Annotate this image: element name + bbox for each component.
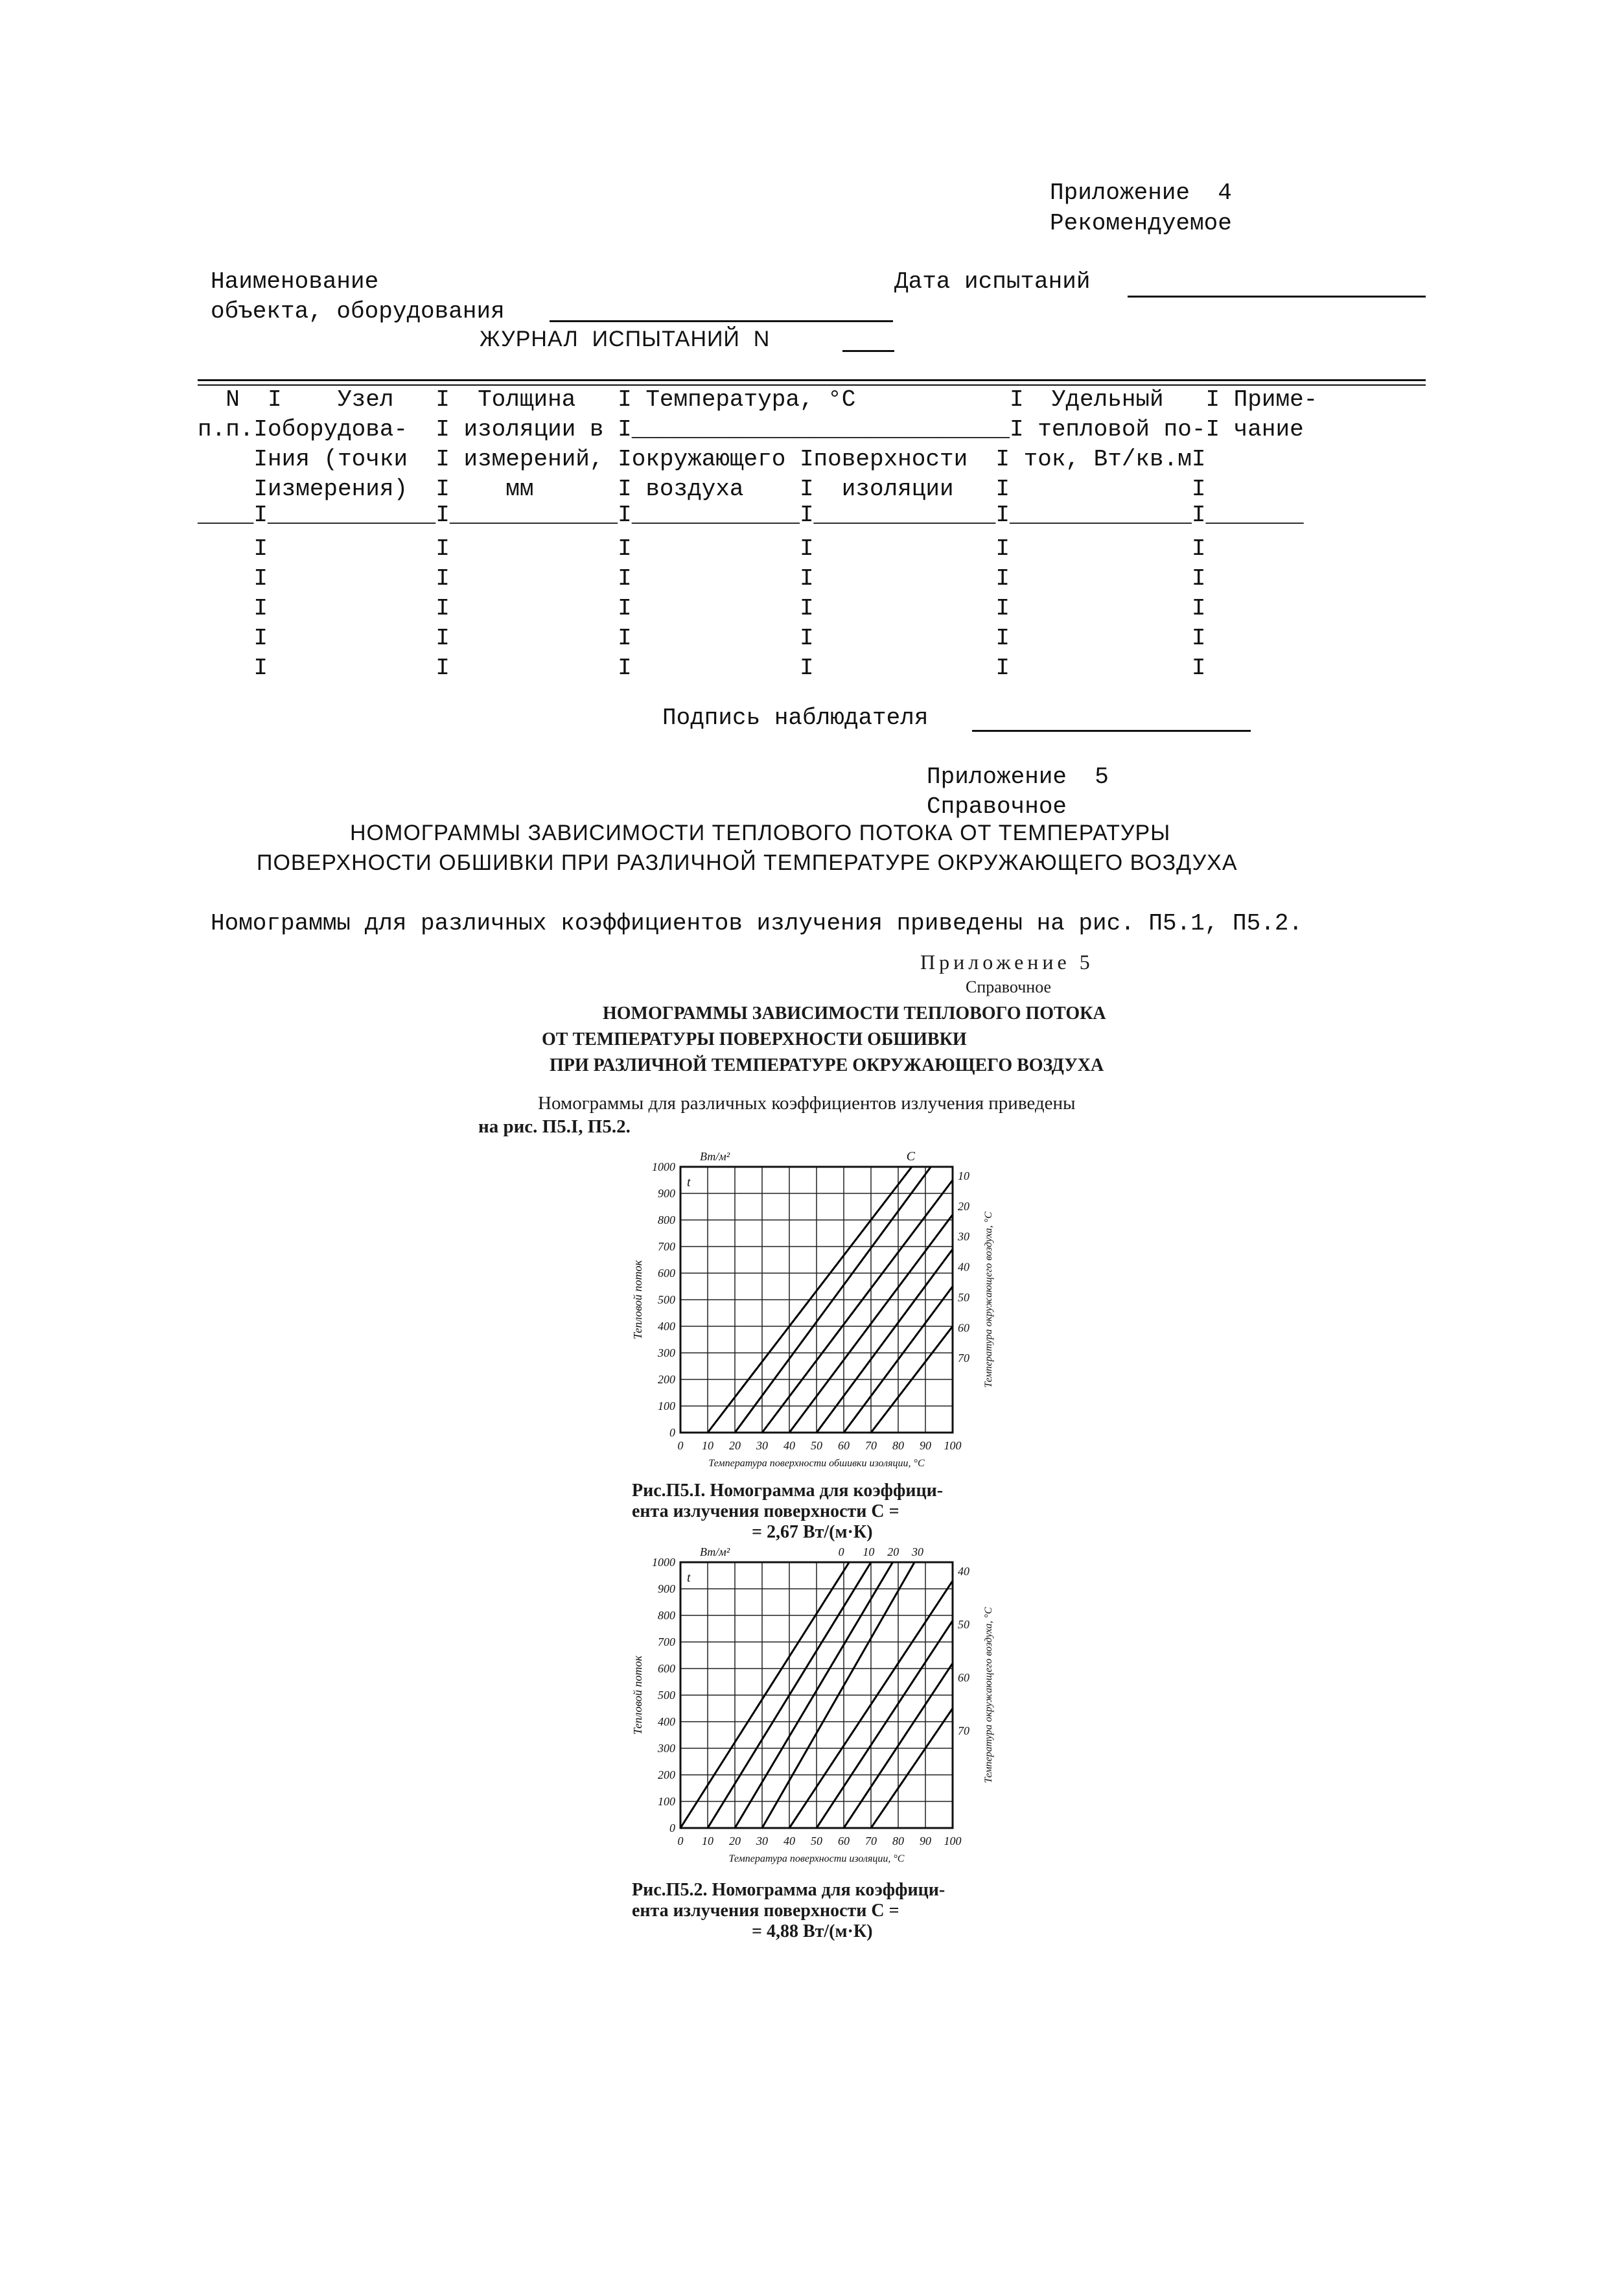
y-unit-label: Вт/м² (700, 1545, 730, 1558)
y-tick-label: 0 (669, 1822, 675, 1834)
x-tick-label: 60 (838, 1439, 850, 1452)
table-header-row-3: Iния (точки I измерений, Iокружающего Iповерхности I ток, Вт/кв.мI (198, 446, 1206, 473)
x-tick-label: 80 (892, 1439, 904, 1452)
journal-title: ЖУРНАЛ ИСПЫТАНИЙ N (480, 327, 771, 351)
series-line (817, 1621, 953, 1828)
right-series-label: 10 (958, 1169, 969, 1182)
x-tick-label: 30 (756, 1439, 768, 1452)
x-tick-label: 20 (729, 1834, 741, 1847)
chart1-caption-line3: = 2,67 Вт/(м·К) (752, 1522, 873, 1542)
y-axis-label: Тепловой поток (631, 1656, 644, 1735)
table-row: I I I I I I (198, 595, 1206, 622)
x-tick-label: 100 (944, 1834, 962, 1847)
right-series-label: 50 (958, 1618, 969, 1631)
y-tick-label: 400 (658, 1715, 675, 1728)
right-series-label: 70 (958, 1352, 969, 1365)
y-tick-label: 900 (658, 1187, 675, 1200)
scan-intro-line1: Номограммы для различных коэффициентов излучения приведены (538, 1093, 1076, 1114)
y-tick-label: 900 (658, 1582, 675, 1595)
x-tick-label: 0 (677, 1834, 684, 1847)
x-tick-label: 70 (865, 1834, 877, 1847)
y2-axis-label: Температура окружающего воздуха, °С (983, 1212, 994, 1388)
table-row: I I I I I I (198, 565, 1206, 592)
chart2-caption-line3: = 4,88 Вт/(м·К) (752, 1921, 873, 1941)
table-row: I I I I I I (198, 625, 1206, 651)
x-tick-label: 40 (783, 1834, 795, 1847)
right-series-label: 70 (958, 1724, 969, 1737)
object-label-line1: Наименование (211, 268, 379, 295)
journal-number-field (842, 350, 894, 352)
y-tick-label: 700 (658, 1240, 675, 1253)
y-tick-label: 200 (658, 1768, 675, 1781)
chart2-caption-line2: ента излучения поверхности C = (632, 1901, 899, 1921)
x-tick-label: 50 (811, 1834, 822, 1847)
date-label: Дата испытаний (894, 268, 1091, 295)
signature-field (972, 730, 1251, 732)
y2-axis-label: Температура окружающего воздуха, °С (983, 1607, 994, 1783)
y-tick-label: 500 (658, 1689, 675, 1702)
date-field (1128, 296, 1426, 298)
x-tick-label: 60 (838, 1834, 850, 1847)
top-series-label: C (906, 1149, 915, 1164)
chart2-caption-line1: Рис.П5.2. Номограмма для коэффици- (632, 1880, 945, 1900)
scan-intro-line2: на рис. П5.I, П5.2. (478, 1116, 631, 1137)
x-tick-label: 70 (865, 1439, 877, 1452)
y-tick-label: 400 (658, 1320, 675, 1333)
table-top-rule (198, 379, 1426, 381)
appendix4-label: Приложение 4 (1050, 180, 1232, 206)
object-name-field (550, 320, 893, 322)
nomogram-chart-1 (622, 1141, 1037, 1478)
x-tick-label: 0 (677, 1439, 684, 1452)
appendix4-status: Рекомендуемое (1050, 210, 1232, 237)
scan-title-line3: ПРИ РАЗЛИЧНОЙ ТЕМПЕРАТУРЕ ОКРУЖАЮЩЕГО ВОЗДУХА (550, 1055, 1104, 1075)
chart1-caption-line1: Рис.П5.I. Номограмма для коэффици- (632, 1481, 944, 1501)
x-tick-label: 40 (783, 1439, 795, 1452)
y-tick-label: 700 (658, 1635, 675, 1648)
y-tick-label: 500 (658, 1293, 675, 1306)
x-tick-label: 100 (944, 1439, 962, 1452)
x-tick-label: 30 (756, 1834, 768, 1847)
right-series-label: 40 (958, 1565, 969, 1578)
y-tick-label: 600 (658, 1662, 675, 1675)
right-series-label: 60 (958, 1671, 969, 1684)
x-tick-label: 50 (811, 1439, 822, 1452)
series-line (762, 1180, 953, 1433)
nomogram-chart-2 (622, 1536, 1037, 1873)
y-tick-label: 600 (658, 1267, 675, 1280)
x-axis-label: Температура поверхности обшивки изоляции, °С (708, 1458, 925, 1469)
y-unit-label: Вт/м² (700, 1150, 730, 1163)
x-tick-label: 90 (920, 1439, 931, 1452)
y-tick-label: 800 (658, 1609, 675, 1622)
scan-appendix-status: Справочное (966, 978, 1052, 996)
series-line (817, 1249, 953, 1433)
y-tick-label: 1000 (652, 1556, 675, 1569)
y-tick-label: 0 (669, 1426, 675, 1439)
y-tick-label: 300 (658, 1742, 675, 1755)
y-tick-label: 100 (658, 1400, 675, 1412)
table-header-row-2: п.п.Iоборудова- I изоляции в I___________________________I тепловой по-I чание (198, 416, 1304, 443)
x-tick-label: 90 (920, 1834, 931, 1847)
appendix5-label: Приложение 5 (927, 764, 1109, 790)
corner-label: t (687, 1175, 691, 1189)
table-row: I I I I I I (198, 535, 1206, 562)
scan-title-line2: ОТ ТЕМПЕРАТУРЫ ПОВЕРХНОСТИ ОБШИВКИ (542, 1029, 967, 1049)
object-label-line2: объекта, оборудования (211, 298, 505, 325)
right-series-label: 60 (958, 1321, 969, 1335)
x-axis-label: Температура поверхности изоляции, °С (728, 1853, 905, 1864)
x-tick-label: 20 (729, 1439, 741, 1452)
scan-appendix-label: Приложение 5 (920, 950, 1094, 974)
table-header-row-4: Iизмерения) I мм I воздуха I изоляции I I (198, 476, 1206, 502)
table-header-row-1: N I Узел I Толщина I Температура, °C I Удельный I Приме- (198, 386, 1318, 413)
corner-label: t (687, 1571, 691, 1585)
x-tick-label: 10 (702, 1439, 713, 1452)
top-series-label: 0 (838, 1545, 844, 1558)
top-series-label: 20 (887, 1545, 899, 1558)
appendix5-intro: Номограммы для различных коэффициентов излучения приведены на рис. П5.1, П5.2. (211, 910, 1303, 937)
y-axis-label: Тепловой поток (631, 1260, 644, 1339)
table-header-separator: ____I____________I____________I____________I_____________I_____________I_______ (198, 502, 1304, 528)
y-tick-label: 1000 (652, 1160, 675, 1173)
x-tick-label: 80 (892, 1834, 904, 1847)
right-series-label: 20 (958, 1199, 969, 1213)
signature-label: Подпись наблюдателя (662, 705, 929, 731)
scan-title-line1: НОМОГРАММЫ ЗАВИСИМОСТИ ТЕПЛОВОГО ПОТОКА (603, 1003, 1106, 1024)
chart1-caption-line2: ента излучения поверхности C = (632, 1501, 899, 1521)
y-tick-label: 300 (658, 1346, 675, 1359)
right-series-label: 40 (958, 1260, 969, 1274)
table-row: I I I I I I (198, 655, 1206, 681)
right-series-label: 50 (958, 1291, 969, 1304)
appendix5-title-line1: НОМОГРАММЫ ЗАВИСИМОСТИ ТЕПЛОВОГО ПОТОКА ОТ ТЕМПЕРАТУРЫ (350, 821, 1171, 845)
top-series-label: 30 (912, 1545, 923, 1558)
y-tick-label: 100 (658, 1795, 675, 1808)
y-tick-label: 800 (658, 1213, 675, 1226)
right-series-label: 30 (958, 1230, 969, 1243)
x-tick-label: 10 (702, 1834, 713, 1847)
top-series-label: 10 (863, 1545, 875, 1558)
appendix5-status: Справочное (927, 793, 1067, 820)
y-tick-label: 200 (658, 1373, 675, 1386)
appendix5-title-line2: ПОВЕРХНОСТИ ОБШИВКИ ПРИ РАЗЛИЧНОЙ ТЕМПЕРАТУРЕ ОКРУЖАЮЩЕГО ВОЗДУХА (257, 850, 1238, 875)
